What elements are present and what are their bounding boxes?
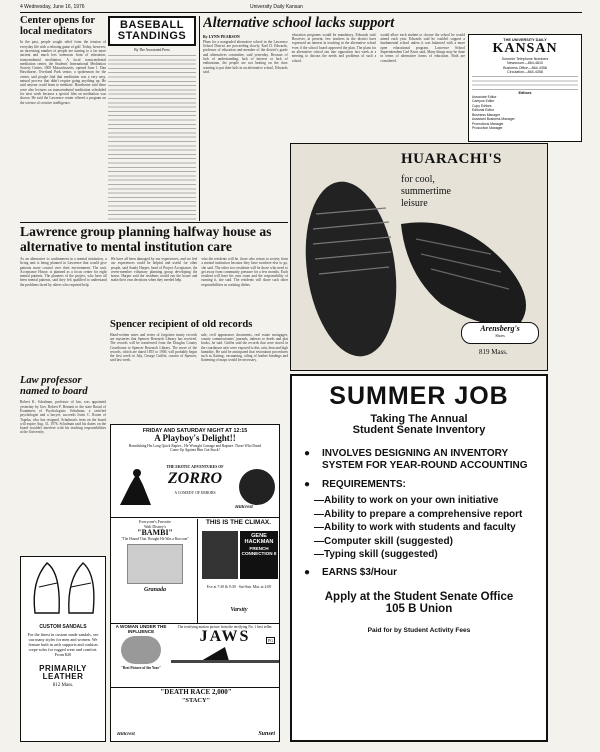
right-sandal-icon: [401, 222, 526, 325]
bambi-title: "BAMBI": [137, 528, 173, 537]
summer-job-apply-1: Apply at the Student Senate Office: [324, 590, 514, 603]
hillcrest-logo-2: Hillcrest: [117, 731, 135, 737]
story-meditation-center: [20, 16, 106, 221]
jaws-panel: The terrifying motion picture from the terrifying No. 1 best seller. JAWS PG: [171, 625, 279, 685]
story-spencer-records: [110, 320, 288, 420]
zorro-panel: [115, 465, 277, 515]
body-halfway-a: As an alternative to confinement in a mental institution, a living unit is being planned in Lawrence that would give patients more control over their environment. The unit, Acceptance House, is planned as a focus center for eight mental patients. The planners of the project, who have all been mental patients, said they felt qualified to understand the problems faced by others who required help.: [20, 257, 107, 287]
body-spencer-b: sale, civil appearance documents, real estate mortgages, county commissioners' journals, indexes to deeds and plat books, he said. Griffin said the records that were stored in the courthouse attic were exposed to dirt, rain, heat and high humidity. He said he anticipated that restoration procedures such as flatting, vacuuming, oiling of leather bindings and flattening of maps would be necessary.: [201, 332, 288, 363]
leather-brand-1: PRIMARILY: [39, 664, 87, 673]
leather-brand-2: LEATHER: [42, 672, 84, 682]
masthead-label: THE UNIVERSITY DAILY: [503, 38, 547, 42]
masthead-fineprint: [472, 76, 578, 90]
section-rule: [20, 222, 288, 223]
zorro-title: ZORRO: [167, 471, 223, 487]
death-race-panel: [113, 689, 279, 741]
summer-job-apply-2: 105 B Union: [385, 602, 453, 615]
primarily-leather-ad: [20, 556, 106, 742]
french-connection-panel: THIS IS THE CLIMAX. GENE HACKMAN FRENCH CONNECTION II Eve at 7:30 & 9:30 · Sat-Sun. Mat. at 2:00 Varsity: [197, 519, 279, 623]
shark-icon: [171, 645, 279, 663]
hillcrest-logo-1: Hillcrest: [235, 505, 253, 510]
folio-left: 4 Wednesday, June 16, 1976: [20, 4, 85, 10]
bambi-panel: Everyone's Favorite Walt Disney's "BAMBI" "The Hound That Thought He Was a Raccoon" Granada: [113, 519, 197, 623]
summer-job-paid: Paid for by Student Activity Fees: [367, 627, 471, 635]
leather-body: For the finest in custom made sandals, see our many styles for men and women. We feature built in arch supports and cushion crepe soles for rugged wear and comfort. From $20: [27, 632, 99, 657]
baseball-credit: By The Associated Press: [134, 48, 170, 53]
body-alternative-c: would allow each student to choose the school he would attend each year. Edwards said he couldn't support a fundamental school unless it was balanced with a more open educational program. Lawrence School Superintendent Carl Knox said, Many things may be done in terms of alternative forms of education. Both are considered.: [380, 32, 465, 63]
granada-logo: Granada: [143, 587, 166, 594]
movie-ad-sub: A Playboy's Delight!!: [154, 433, 236, 443]
left-sandal-icon: [295, 176, 407, 363]
zorro-blurb: Brandishing His Long Quick Rapier... He Wrought Carnage and Rapture. Those Who Dared Come Up Against Him Got Stuck!: [128, 444, 262, 453]
summer-job-sub2: Student Senate Inventory: [352, 423, 486, 436]
body-alternative-b: education programs would be mandatory, Edwards said. However, at present, few teachers in the district have expressed an interest in teaching in the alternative school even if the school board approved the plan. The plans for an alternative school ran into opposition last week at a meeting to discuss the needs and problems of such a school.: [291, 32, 377, 63]
story-law-professor: [20, 376, 106, 552]
leather-address: 812 Mass.: [52, 683, 74, 689]
summer-job-bullet-2: ● REQUIREMENTS:: [300, 479, 538, 492]
hackman-photo: [202, 531, 238, 579]
varsity-logo: Varsity: [230, 607, 248, 613]
woman-portrait: [121, 636, 161, 664]
baseball-title-2: STANDINGS: [117, 30, 187, 43]
masthead-staff-title: Editors: [518, 91, 532, 96]
leather-custom: CUSTOM SANDALS: [39, 624, 87, 630]
zorro-tag: A COMEDY OF ERRORS: [174, 491, 216, 495]
column-rule: [199, 16, 200, 221]
summer-job-bullet-3: ● EARNS $3/Hour: [300, 567, 538, 578]
arensbergs-logo: Arensberg's Shoes: [461, 322, 539, 344]
movie-ad-header: FRIDAY AND SATURDAY NIGHT AT 12:15: [142, 428, 248, 434]
baseball-standings: [108, 16, 196, 221]
huarachis-ad: [290, 143, 548, 371]
sunset-logo: Sunset: [258, 730, 275, 737]
summer-job-title: SUMMER JOB: [329, 382, 509, 410]
headline-professor: Law professor named to board: [20, 376, 88, 397]
folio-rule: [20, 12, 582, 13]
bambi-image: [127, 544, 183, 584]
summer-job-requirements: —Ability to work on your own initiative —Ability to prepare a comprehensive report —Ability to work with students and faculty —Computer skill (suggested) —Typing skill (suggested): [314, 495, 523, 561]
headline-spencer: Spencer recipient of old records: [110, 320, 253, 330]
huarachis-title: HUARACHI'S: [401, 152, 502, 167]
woman-influence-panel: A WOMAN UNDER THE INFLUENCE "Best Picture of the Year": [115, 625, 167, 671]
body-spencer-a: Hand-written notes and series of forgotten musty records are mysteries that Spencer Research Library has received. The records will be transferred from the Douglas County Courthouse to Spencer Research Library. The move of the records, which are dated 1855 to 1900, will probably begin the first week in July, George Griffin, curator of Spencer, said last week.: [110, 332, 197, 363]
headline-meditation: Center opens for local meditators: [20, 16, 95, 37]
zorro-pretitle: THE EROTIC ADVENTURES OF: [166, 465, 224, 469]
story-alternative-school: [203, 16, 465, 142]
stacy-title: "STACY": [181, 697, 211, 705]
summer-job-sub1: Taking The Annual: [370, 412, 468, 425]
actress-portrait-icon: [239, 469, 275, 505]
standings-table: [108, 55, 196, 221]
death-race-title: "DEATH RACE 2,000": [160, 689, 232, 696]
baseball-title-1: BASEBALL: [120, 19, 184, 31]
huarachis-address: 819 Mass.: [479, 348, 508, 356]
body-meditation: In the past, people sought relief from the tension of everyday life with a relaxing game of golf. Today, however, an increasing number of people are turning to a far more ancient and much less strenuous form of relaxation, transcendental meditation. A local transcendental meditation center, the Students' International Meditation Society Center, 1005 Massachusetts, opened June 1. Dan Hawthorne, Overland Park senior, a spokesman for the center, said people find that meditation was a very easy, natural process that didn't require going anything up. He said anyone could learn to meditate. Hawthorne said there were also lectures on transcendental meditation scheduled for next week because a special film on meditation was shown. He said the Lawrence center offered a program on the science of creative intelligence.: [20, 40, 106, 105]
masthead-staff: Associate Editor Campus Editor Copy Editors Editorial Editor Business Manager Assistant Business Manager Promotions Manager Production Manager: [472, 95, 515, 130]
headline-halfway: Lawrence group planning halfway house as alternative to mental institution care: [20, 225, 272, 254]
summer-job-ad: [290, 374, 548, 742]
byline-alternative: By LYNN PEARSON: [203, 33, 240, 39]
summer-job-bullet-1: ● INVOLVES DESIGNING AN INVENTORY SYSTEM FOR YEAR-ROUND ACCOUNTING: [300, 448, 538, 473]
body-halfway-c: who the residents will be, those who return to society from a mental institution because they have nowhere else to go, she said. The other two residents will be those who need to get away from community pressure for a few months. Each resident will have his own room and the responsibility of running it, she said. The residents will share such other responsibilities as washing dishes.: [201, 257, 288, 287]
masthead-phones: Summer Telephone Numbers Newsroom—864-4810 Business Office—864-4358 Circulation—864-4358: [501, 57, 549, 74]
huarachis-tagline: for cool, summertime leisure: [401, 174, 451, 209]
kansan-masthead: [468, 34, 582, 142]
hackman-title-block: GENE HACKMAN FRENCH CONNECTION II: [240, 531, 278, 579]
body-halfway-b: We have all been damaged by our experiences, and we feel our experiences could be helpful and useful for other people, said Sandy Harper, head of Project Acceptance, the seven-member voluntary planning group developing the house. Harper said the residents would run the house and make their own decisions when they needed help.: [110, 257, 198, 283]
jaws-title: JAWS: [199, 628, 251, 645]
masthead-name: KANSAN: [492, 41, 558, 56]
movie-ad: [110, 424, 280, 742]
sandal-drawing-icon: [21, 557, 106, 619]
body-professor: Robert K. Schulman, professor of law, was appointed yesterday by Gov. Robert F. Bennett to the state Board of Examiners of Psychologists. Schulman, a certified psychologist and a lawyer, succeeds Irwin C. Rosen of Topeka, who has resigned. Schulman's term on the board will expire Aug. 31, 1976. Schulman said his duties on the board wouldn't interfere with his teaching responsibilities at the University.: [20, 400, 106, 435]
zorro-rider-icon: [115, 465, 155, 513]
body-alternative-a: Plans for a nongraded alternative school in the Lawrence School District are proceeding slowly, Karl D. Edwards, professor of education and member of the district's grade and alternatives committee, said yesterday. Because of lack of understanding, lack of interest or lack of enthusiasm, the people are not beating on the door wanting to put their kids in an alternative school, Edwards said.: [203, 39, 288, 74]
folio-center: University Daily Kansan: [250, 4, 303, 10]
headline-alternative: Alternative school lacks support: [203, 16, 395, 31]
